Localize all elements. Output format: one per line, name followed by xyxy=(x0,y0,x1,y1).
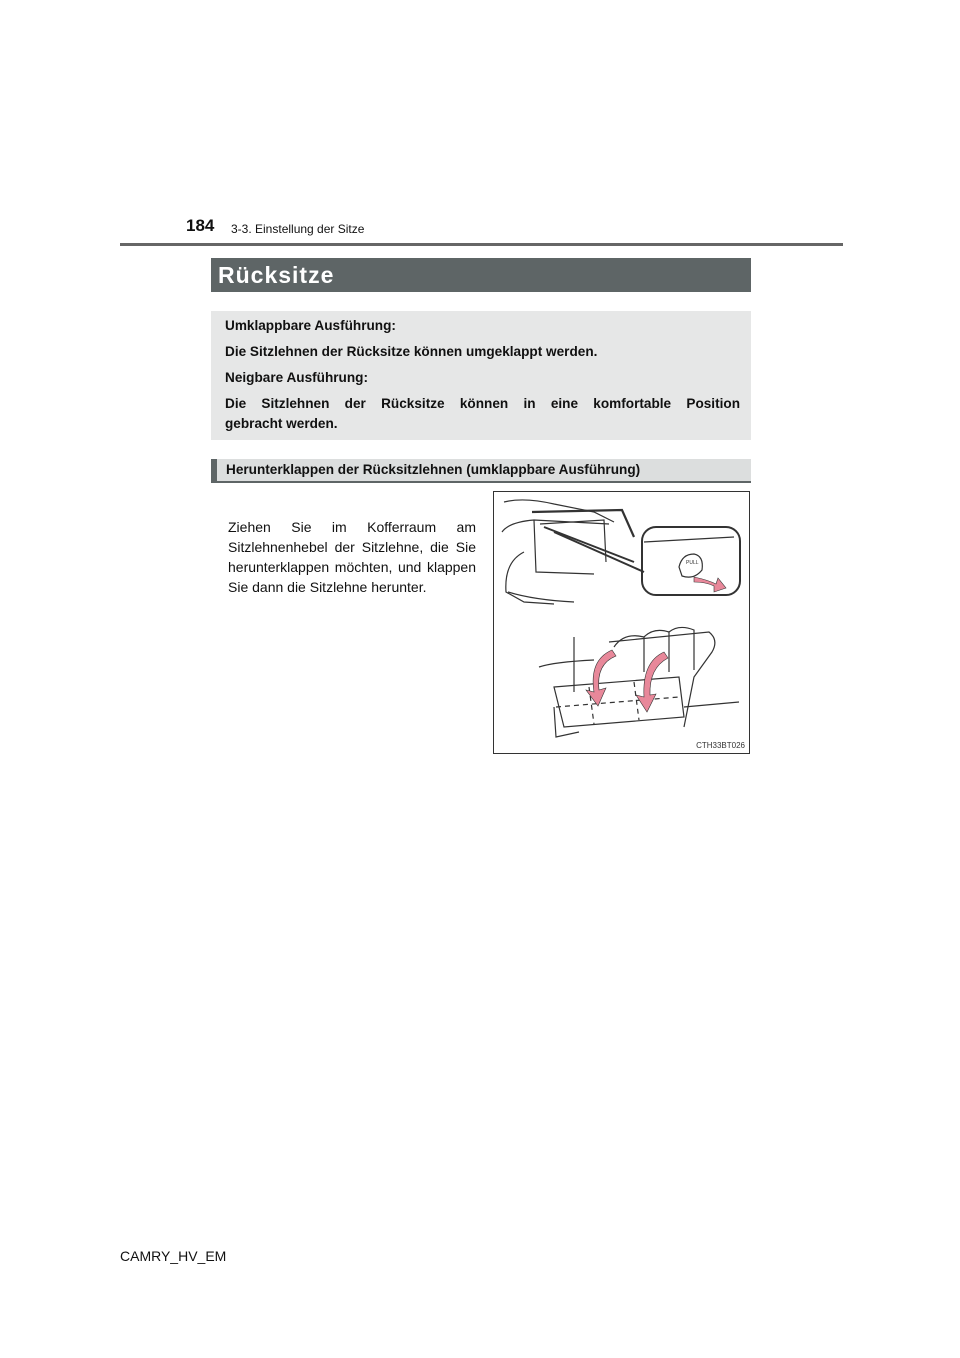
footer-code: CAMRY_HV_EM xyxy=(120,1248,227,1264)
seat-fold-drawing xyxy=(494,492,749,753)
section-title: Rücksitze xyxy=(218,262,335,288)
pull-arrow-icon xyxy=(694,577,726,592)
figure-code: CTH33BT026 xyxy=(696,741,745,750)
lever-label: PULL xyxy=(686,560,699,566)
page-number: 184 xyxy=(186,216,215,235)
header-rule xyxy=(120,243,843,246)
breadcrumb: 3-3. Einstellung der Sitze xyxy=(231,222,365,236)
intro-heading-reclining: Neigbare Ausführung: xyxy=(225,370,368,385)
seat-fold-illustration xyxy=(493,491,750,754)
instruction-text: Ziehen Sie im Kofferraum am Sitzlehnenhebel der Sitzlehne, die Sie herunterklappen möchten, und klappen Sie dann die Sitzlehne herunter. xyxy=(228,519,476,595)
intro-heading-foldable: Umklappbare Ausführung: xyxy=(225,318,396,333)
intro-text-reclining-1: Die Sitzlehnen der Rücksitze können in eine komfortable Position xyxy=(225,396,740,411)
subsection-title: Herunterklappen der Rücksitzlehnen (umklappbare Ausführung) xyxy=(226,462,641,477)
fold-arrow-right-icon xyxy=(636,652,668,712)
subsection-underline xyxy=(211,481,751,483)
intro-text-reclining-2: gebracht werden. xyxy=(225,416,338,431)
intro-text-foldable: Die Sitzlehnen der Rücksitze können umgeklappt werden. xyxy=(225,344,598,359)
